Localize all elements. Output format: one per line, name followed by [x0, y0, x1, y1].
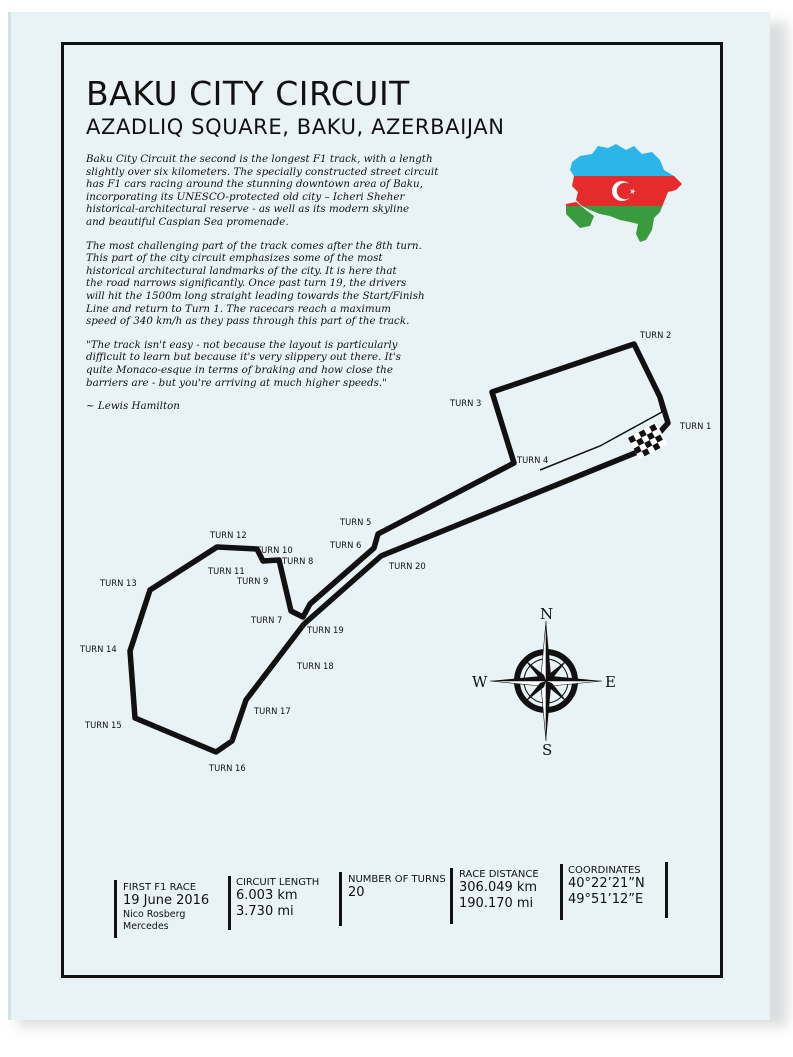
turn-label-4: TURN 4 [517, 455, 549, 465]
stat-race-distance-label: RACE DISTANCE [459, 869, 539, 880]
turn-label-13: TURN 13 [100, 578, 137, 588]
turn-label-19: TURN 19 [307, 625, 344, 635]
paragraph-challenge: The most challenging part of the track comes after the 8th turn. This part of the city circuit emphasizes some of the most historical architectural landmarks of the city. It is here that the road narrows significantly. Once past turn 19, the drivers will hit the 1500m long straight leading towards the Start/Finish Line and return to Turn 1. The racecars reach a maximum speed of 340 km/h as they pass through this part of the track. [86, 239, 425, 328]
turn-label-6: TURN 6 [330, 540, 362, 550]
turn-label-5: TURN 5 [340, 517, 372, 527]
turn-label-20: TURN 20 [389, 561, 426, 571]
stat-coordinates-label: COORDINATES [568, 865, 641, 876]
turn-label-7: TURN 7 [251, 615, 283, 625]
stat-turns-value: 20 [348, 885, 365, 900]
poster-subtitle: AZADLIQ SQUARE, BAKU, AZERBAIJAN [86, 115, 505, 139]
stat-first-race-winner: Nico Rosberg [123, 909, 186, 920]
stat-circuit-length-label: CIRCUIT LENGTH [236, 877, 320, 888]
turn-label-17: TURN 17 [254, 706, 291, 716]
stat-first-race-date: 19 June 2016 [123, 893, 210, 908]
stat-race-distance-mi: 190.170 mi [459, 896, 534, 911]
stat-race-distance [459, 869, 539, 912]
stat-coordinates [568, 865, 645, 908]
stat-divider [114, 880, 117, 938]
stat-coordinates-lat: 40°22’21”N [568, 876, 645, 891]
stat-divider [450, 868, 453, 924]
stat-coordinates-lon: 49°51’12”E [568, 892, 644, 907]
turn-label-9: TURN 9 [237, 576, 269, 586]
stat-circuit-length-mi: 3.730 mi [236, 904, 294, 919]
quote-attribution: ~ Lewis Hamilton [86, 400, 180, 413]
stat-first-race-label: FIRST F1 RACE [123, 882, 197, 893]
paragraph-quote: "The track isn't easy - not because the layout is particularly difficult to learn but because it's very slippery out there. It's quite Monaco-esque in terms of braking and how close the barriers are - but you're arriving at much higher speeds." [86, 338, 401, 389]
compass-south: S [542, 741, 553, 759]
stat-divider [228, 876, 231, 930]
turn-label-10: TURN 10 [256, 545, 293, 555]
stat-turns [348, 874, 446, 901]
turn-label-3: TURN 3 [450, 398, 482, 408]
stat-circuit-length-km: 6.003 km [236, 888, 298, 903]
compass-north: N [540, 605, 554, 623]
turn-label-2: TURN 2 [640, 330, 672, 340]
stat-circuit-length [236, 877, 319, 920]
stat-first-race [123, 882, 209, 933]
stat-first-race-team: Mercedes [123, 921, 169, 932]
turn-label-11: TURN 11 [208, 566, 245, 576]
compass-rose-icon [472, 605, 616, 759]
turn-label-14: TURN 14 [80, 644, 117, 654]
stat-divider [339, 872, 342, 926]
turn-label-18: TURN 18 [297, 661, 334, 671]
turn-label-12: TURN 12 [210, 530, 247, 540]
turn-label-8: TURN 8 [282, 556, 314, 566]
turn-label-16: TURN 16 [209, 763, 246, 773]
stat-divider [560, 864, 563, 920]
stat-turns-label: NUMBER OF TURNS [348, 874, 446, 885]
turn-label-1: TURN 1 [680, 421, 712, 431]
paragraph-intro: Baku City Circuit the second is the longest F1 track, with a length slightly over six kilometers. The specially constructed street circuit has F1 cars racing around the stunning downtown area of Baku, incorporating its UNESCO-protected old city – Icheri Sheher historical-architectural reserve - as well as its modern skyline and beautiful Caspian Sea promenade. [86, 153, 439, 228]
turn-label-15: TURN 15 [85, 720, 122, 730]
circuit-track [130, 344, 668, 752]
stat-race-distance-km: 306.049 km [459, 880, 538, 895]
stat-divider [665, 862, 668, 918]
compass-east: E [605, 673, 616, 691]
compass-west: W [472, 673, 488, 691]
poster-title: BAKU CITY CIRCUIT [86, 74, 410, 113]
